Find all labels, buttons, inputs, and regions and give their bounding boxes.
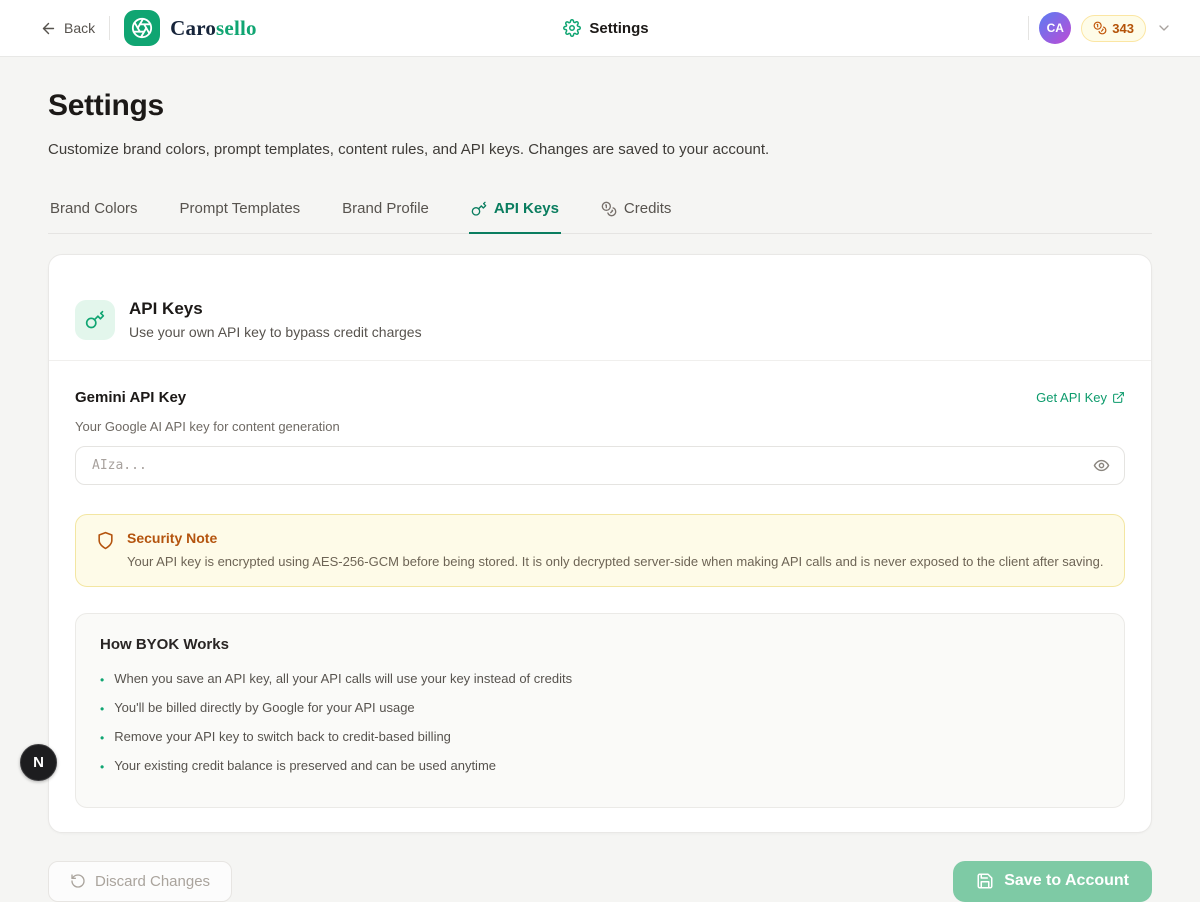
chevron-down-icon[interactable]: [1156, 20, 1172, 36]
external-link-icon: [1112, 391, 1125, 404]
credits-badge[interactable]: [1081, 15, 1146, 42]
gemini-api-key-description: Your Google AI API key for content generation: [75, 419, 340, 434]
footer-actions: [0, 833, 1200, 902]
save-to-account-button[interactable]: Save to Account: [953, 861, 1152, 902]
bullet-icon: •: [100, 730, 105, 745]
list-item: • You'll be billed directly by Google for your API usage: [100, 699, 415, 716]
api-keys-card-header: [49, 255, 1151, 361]
header-divider-right: [1028, 16, 1029, 40]
byok-title: How BYOK Works: [100, 635, 229, 653]
dev-badge-letter: N: [33, 754, 44, 771]
gemini-api-key-input[interactable]: [75, 446, 1125, 485]
get-api-key-link[interactable]: Get API Key: [1036, 390, 1125, 405]
avatar-initials: CA: [1046, 21, 1064, 35]
settings-page: [0, 89, 1200, 833]
byok-info-box: [75, 613, 1125, 808]
credits-count: 343: [1112, 20, 1134, 36]
api-keys-card: [48, 254, 1152, 833]
shield-icon: [96, 531, 115, 571]
bullet-icon: •: [100, 701, 105, 716]
back-arrow-icon: [40, 20, 57, 37]
carosello-logo-icon: [124, 10, 160, 46]
tab-brand-colors[interactable]: Brand Colors: [48, 200, 140, 234]
back-button[interactable]: [40, 20, 95, 37]
app-header: [0, 0, 1200, 57]
coins-icon: [601, 201, 617, 217]
undo-icon: [70, 873, 86, 889]
header-divider: [109, 16, 110, 40]
eye-icon: [1093, 457, 1110, 474]
header-page-title: [563, 19, 648, 37]
tab-prompt-templates[interactable]: Prompt Templates: [178, 200, 303, 234]
gemini-api-key-label: Gemini API Key: [75, 389, 187, 406]
toggle-visibility-button[interactable]: [1083, 446, 1119, 485]
tab-credits[interactable]: Credits: [599, 200, 674, 234]
list-item: • When you save an API key, all your API calls will use your key instead of credits: [100, 670, 573, 687]
byok-list: [100, 667, 1100, 783]
avatar[interactable]: [1039, 12, 1071, 44]
brand-logo[interactable]: [124, 10, 257, 46]
tab-api-keys[interactable]: API Keys: [469, 200, 561, 234]
brand-wordmark: Carosello: [170, 15, 257, 40]
dev-tools-badge[interactable]: [20, 744, 57, 781]
security-note-body: Your API key is encrypted using AES-256-GCM before being stored. It is only decrypted server-side when making API calls and is never exposed to the client after saving.: [127, 554, 1104, 569]
key-icon-chip: [75, 300, 115, 340]
coins-icon: [1093, 21, 1107, 35]
key-icon: [471, 201, 487, 217]
security-note: [75, 514, 1125, 587]
list-item: • Remove your API key to switch back to credit-based billing: [100, 728, 451, 745]
discard-changes-button[interactable]: Discard Changes: [48, 861, 232, 902]
back-label: Back: [64, 20, 96, 36]
settings-tabs: [48, 200, 1152, 234]
tab-brand-profile[interactable]: Brand Profile: [340, 200, 431, 234]
api-keys-card-body: [49, 361, 1151, 832]
security-note-title: Security Note: [127, 530, 218, 546]
bullet-icon: •: [100, 759, 105, 774]
card-subtitle: Use your own API key to bypass credit charges: [129, 324, 422, 340]
page-subtitle: Customize brand colors, prompt templates, content rules, and API keys. Changes are saved to your account.: [48, 141, 770, 158]
save-icon: [976, 872, 994, 890]
page-title: Settings: [48, 89, 164, 122]
gear-icon: [563, 19, 581, 37]
bullet-icon: •: [100, 672, 105, 687]
header-title-label: Settings: [589, 19, 649, 37]
list-item: • Your existing credit balance is preserved and can be used anytime: [100, 757, 497, 774]
card-title: API Keys: [129, 299, 203, 318]
